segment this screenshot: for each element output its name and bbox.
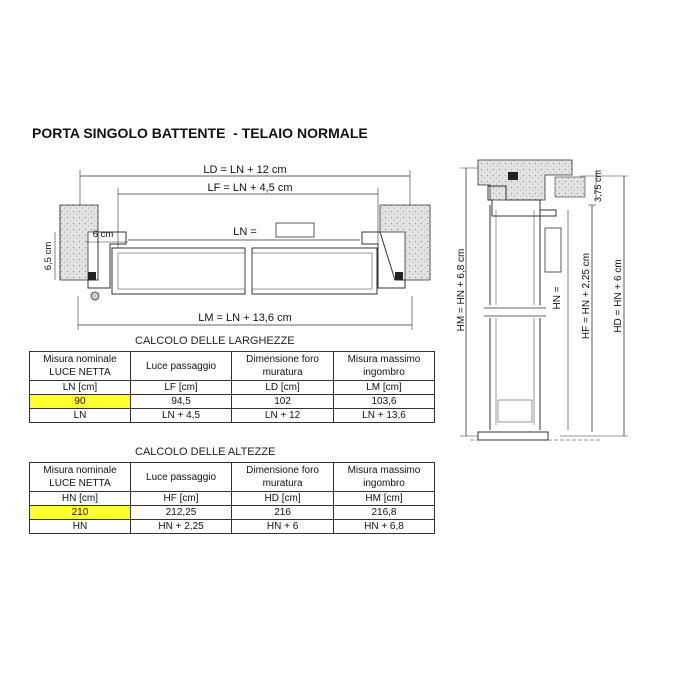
header-cell: Dimensione foro muratura: [232, 352, 334, 381]
heights-table-title: CALCOLO DELLE ALTEZZE: [135, 446, 276, 458]
table-row: [30, 492, 435, 506]
formula-cell: LN + 12: [232, 409, 334, 423]
wall-right: [380, 205, 430, 280]
header-cell: Misura nominale LUCE NETTA: [30, 463, 131, 492]
value-cell: 102: [232, 395, 334, 409]
value-cell: 103,6: [333, 395, 434, 409]
formula-cell: HN + 6: [232, 520, 334, 534]
table-row: [30, 395, 435, 409]
formula-cell: HN + 2,25: [130, 520, 231, 534]
table-row: [30, 381, 435, 395]
value-cell: 216,8: [333, 506, 434, 520]
hd-label: HD = HN + 6 cm: [613, 259, 624, 333]
unit-cell: LM [cm]: [333, 381, 434, 395]
formula-cell: HN: [30, 520, 131, 534]
side-label: 6,5 cm: [43, 241, 54, 271]
formula-cell: LN: [30, 409, 131, 423]
table-header-row: [30, 352, 435, 381]
section-view: [456, 160, 628, 440]
ln-value-box: [276, 223, 314, 237]
page-title: PORTA SINGOLO BATTENTE - TELAIO NORMALE: [32, 125, 368, 141]
formula-cell: HN + 6,8: [333, 520, 434, 534]
six-cm-label: 6 cm: [92, 229, 114, 240]
wall-left: [60, 205, 98, 280]
unit-cell: HM [cm]: [333, 492, 434, 506]
hinge: [91, 292, 99, 300]
header-cell: Luce passaggio: [130, 352, 231, 381]
ln-label: LN =: [233, 226, 257, 238]
header-cell: Misura massimo ingombro: [333, 463, 434, 492]
formula-cell: LN + 4,5: [130, 409, 231, 423]
lf-label: LF = LN + 4,5 cm: [207, 182, 293, 194]
door-leaf-left: [112, 248, 245, 294]
widths-table-title: CALCOLO DELLE LARGHEZZE: [135, 335, 295, 347]
header-cell: Luce passaggio: [130, 463, 231, 492]
value-cell: 94,5: [130, 395, 231, 409]
unit-cell: LD [cm]: [232, 381, 334, 395]
header-cell: Dimensione foro muratura: [232, 463, 334, 492]
widths-table: [29, 351, 435, 423]
unit-cell: HD [cm]: [232, 492, 334, 506]
heights-table: [29, 462, 435, 534]
formula-cell: LN + 13,6: [333, 409, 434, 423]
unit-cell: HN [cm]: [30, 492, 131, 506]
value-cell: 216: [232, 506, 334, 520]
hn-value-box: [545, 228, 561, 272]
value-cell: 212,25: [130, 506, 231, 520]
input-cell-width[interactable]: 90: [30, 395, 131, 409]
hf-label: HF = HN + 2,25 cm: [581, 252, 592, 340]
table-row: [30, 506, 435, 520]
unit-cell: LF [cm]: [130, 381, 231, 395]
input-cell-height[interactable]: 210: [30, 506, 131, 520]
ld-label: LD = LN + 12 cm: [203, 164, 287, 176]
table-header-row: [30, 463, 435, 492]
header-cell: Misura nominale LUCE NETTA: [30, 352, 131, 381]
unit-cell: LN [cm]: [30, 381, 131, 395]
table-row: [30, 409, 435, 423]
unit-cell: HF [cm]: [130, 492, 231, 506]
hn-label: HN =: [552, 286, 563, 310]
hm-label: HM = HN + 6,8 cm: [456, 248, 467, 332]
lm-label: LM = LN + 13,6 cm: [198, 312, 292, 324]
header-cell: Misura massimo ingombro: [333, 352, 434, 381]
plan-view: [43, 164, 430, 330]
top-label: 3,75 cm: [593, 169, 603, 203]
door-leaf-right: [252, 248, 377, 294]
table-row: [30, 520, 435, 534]
